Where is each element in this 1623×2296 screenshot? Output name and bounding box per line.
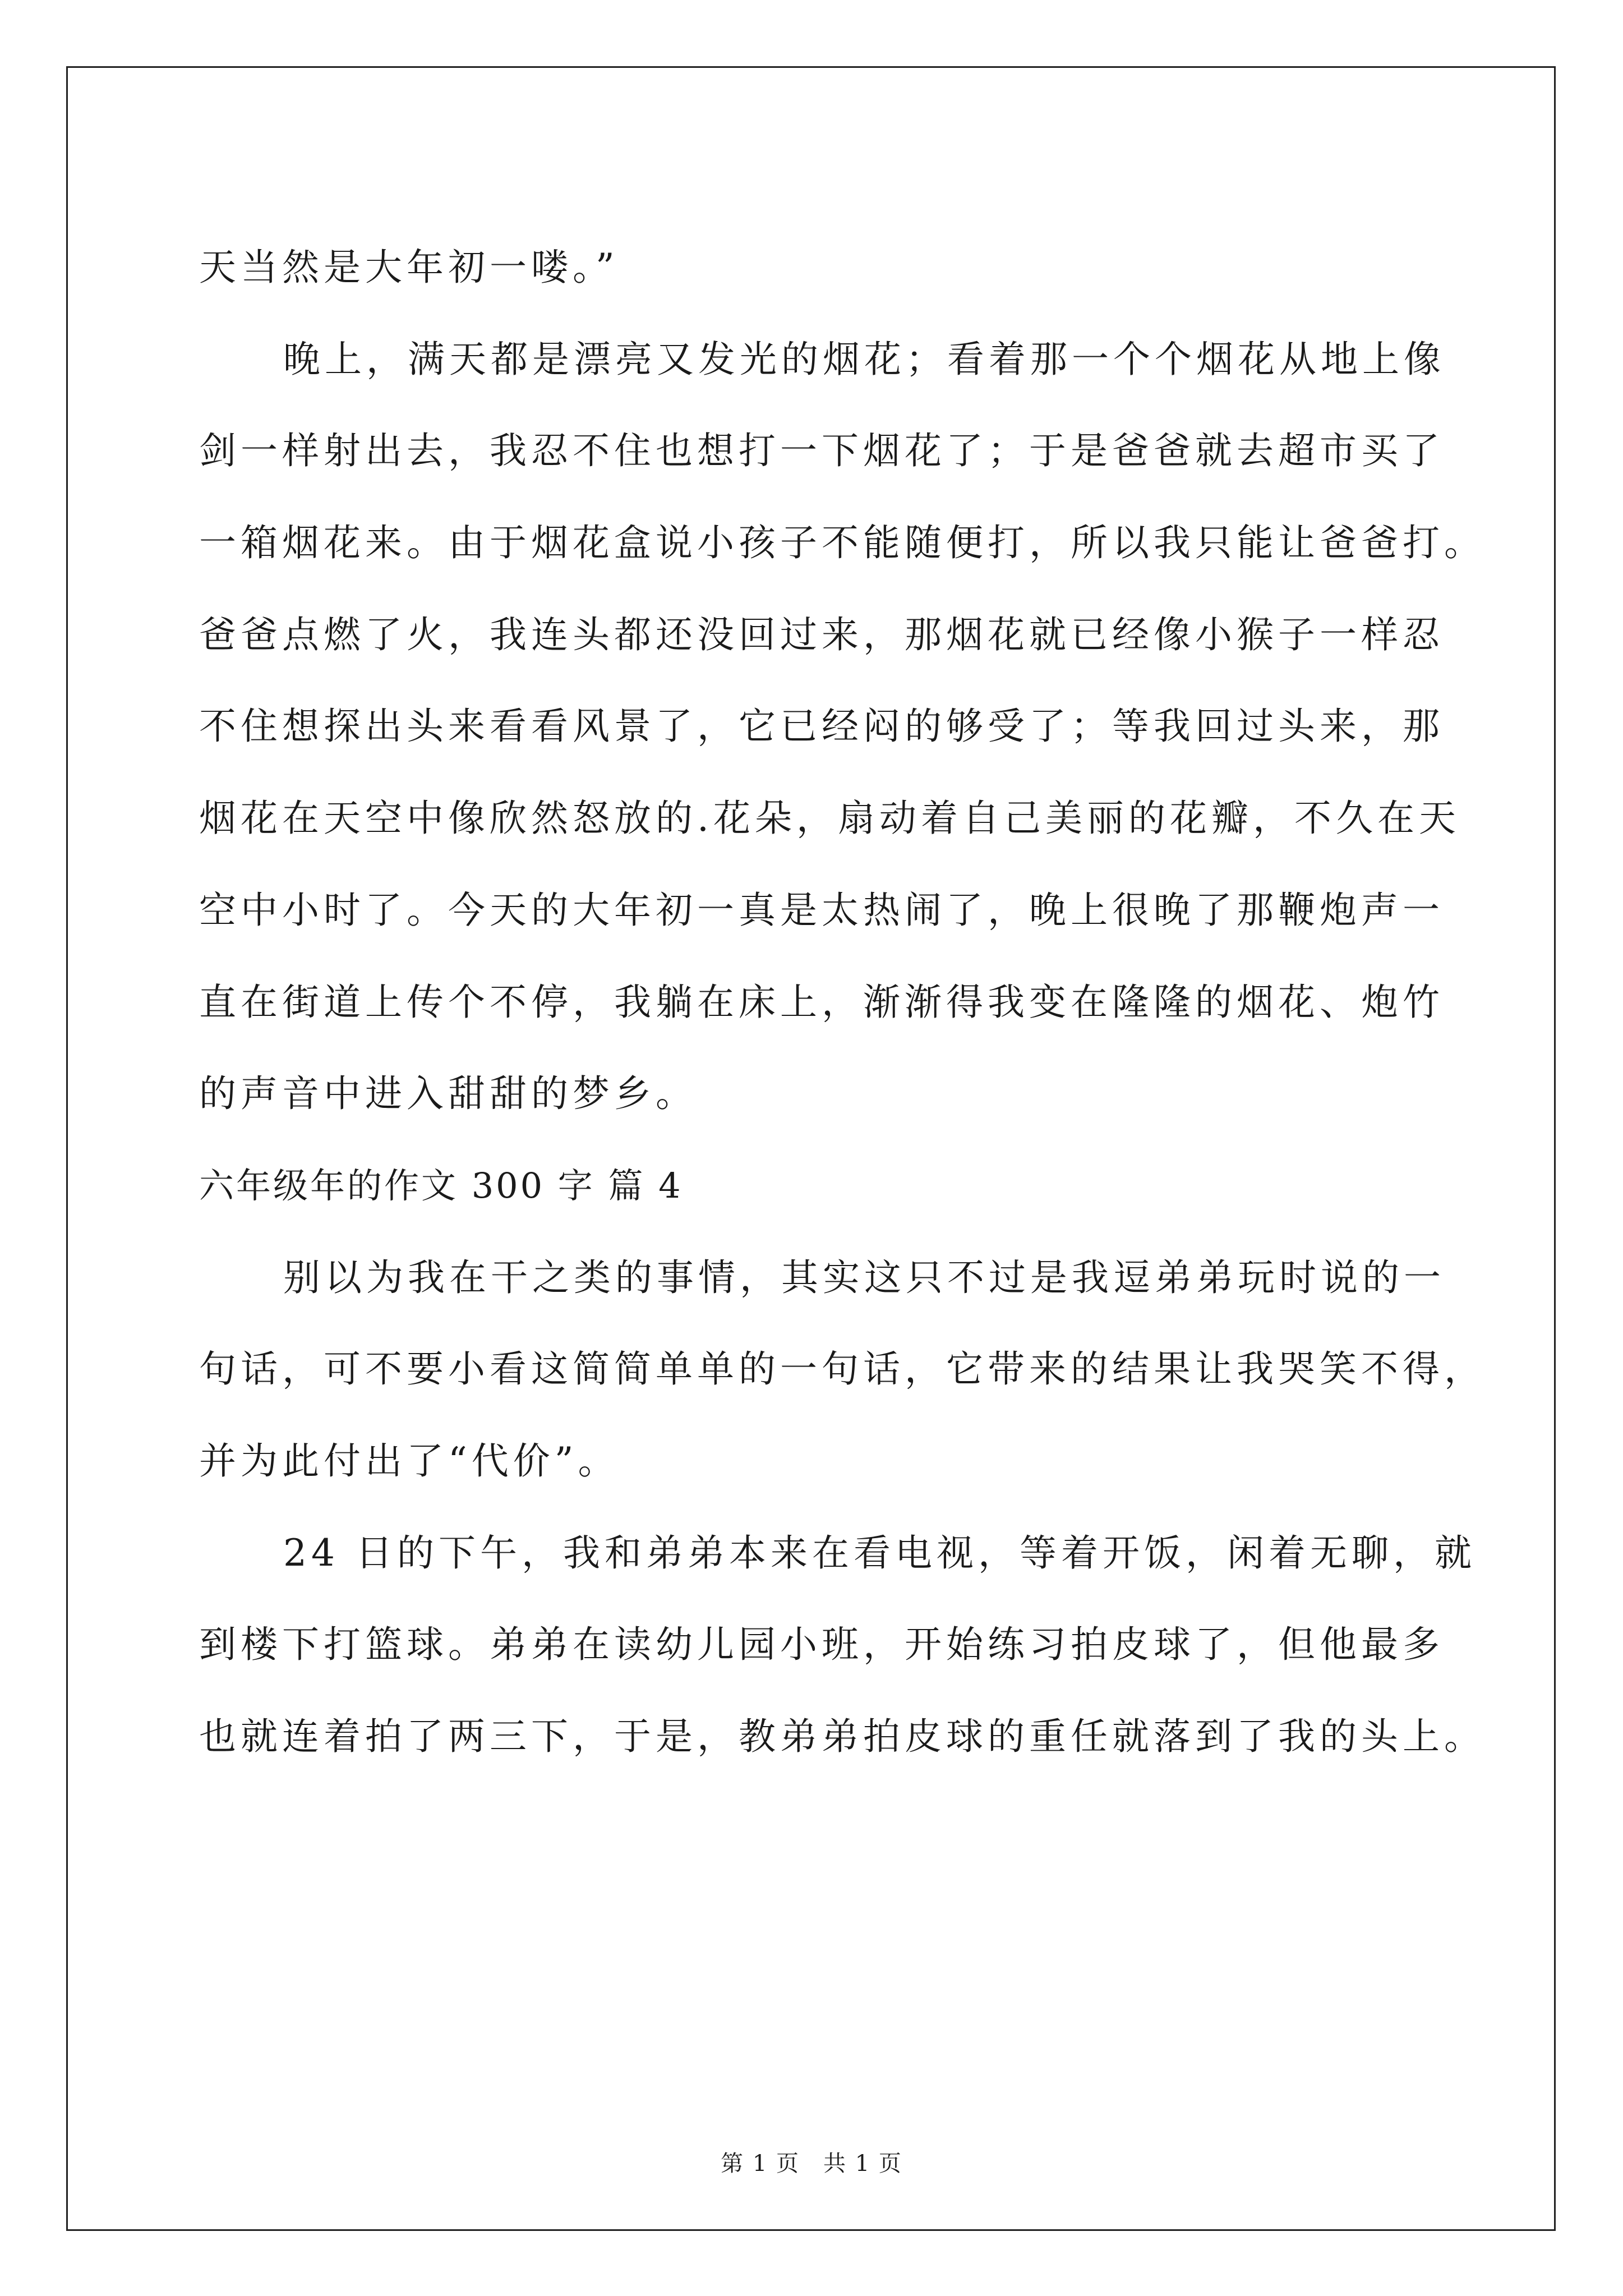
text-line: 一箱烟花来。由于烟花盒说小孩子不能随便打，所以我只能让爸爸打。 xyxy=(199,521,1486,565)
text-line: 并为此付出了“代价”。 xyxy=(199,1439,620,1483)
text-line: 句话，可不要小看这简简单单的一句话，它带来的结果让我哭笑不得， xyxy=(199,1347,1486,1391)
text-line: 天当然是大年初一喽。” xyxy=(199,246,619,289)
text-line: 不住想探出头来看看风景了，它已经闷的够受了；等我回过头来，那 xyxy=(199,705,1444,748)
document-body xyxy=(199,222,1486,1783)
text-line: 烟花在天空中像欣然怒放的.花朵，扇动着自己美丽的花瓣，不久在天 xyxy=(199,797,1460,840)
text-line: 也就连着拍了两三下，于是，教弟弟拍皮球的重任就落到了我的头上。 xyxy=(199,1715,1486,1758)
text-line: 别以为我在干之类的事情，其实这只不过是我逗弟弟玩时说的一 xyxy=(283,1255,1445,1299)
section-heading: 六年级年的作文 300 字 篇 4 xyxy=(199,1165,683,1206)
text-line: 的声音中进入甜甜的梦乡。 xyxy=(199,1072,697,1116)
text-line: 晚上，满天都是漂亮又发光的烟花；看着那一个个烟花从地上像 xyxy=(283,337,1445,381)
text-line: 剑一样射出去，我忍不住也想打一下烟花了；于是爸爸就去超市买了 xyxy=(199,429,1444,473)
text-line: 爸爸点燃了火，我连头都还没回过来，那烟花就已经像小猴子一样忍 xyxy=(199,613,1444,656)
text-line: 直在街道上传个不停，我躺在床上，渐渐得我变在隆隆的烟花、炮竹 xyxy=(199,980,1444,1024)
text-line: 24 日的下午，我和弟弟本来在看电视，等着开饭，闲着无聊，就 xyxy=(283,1531,1476,1575)
text-line: 到楼下打篮球。弟弟在读幼儿园小班，开始练习拍皮球了，但他最多 xyxy=(199,1623,1444,1667)
page-number-footer: 第 1 页 共 1 页 xyxy=(721,2151,902,2177)
text-line: 空中小时了。今天的大年初一真是太热闹了，晚上很晚了那鞭炮声一 xyxy=(199,888,1444,932)
